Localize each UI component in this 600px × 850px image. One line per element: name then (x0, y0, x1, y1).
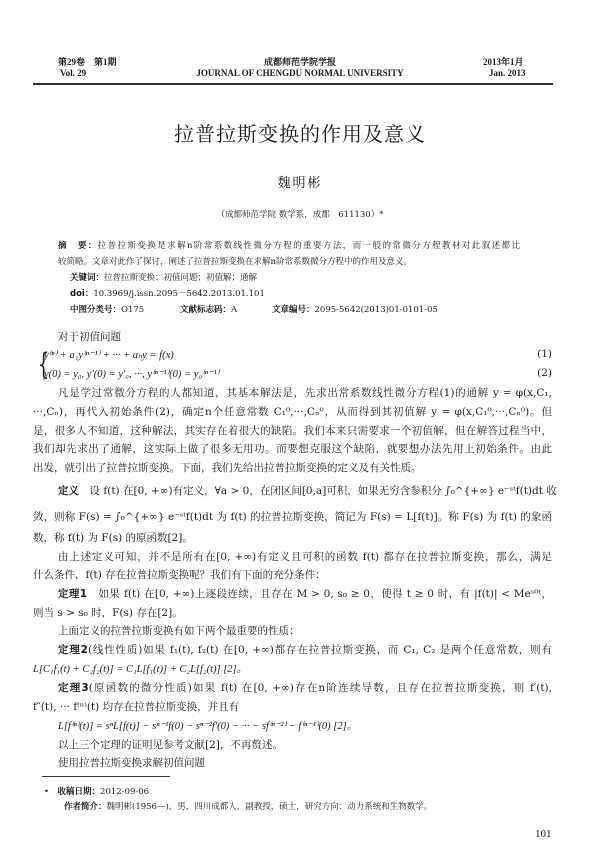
theorem-2-line-1 (58, 643, 552, 657)
volume-issue: 第29卷 第1期 (58, 57, 117, 67)
equation-2-text: y(0) = y₀, y′(0) = y′₀, ···, y⁽ⁿ⁻¹⁾(0) = y₀⁽ⁿ⁻¹⁾ (44, 369, 220, 380)
author: 魏明彬 (277, 176, 323, 191)
equation-2-number: (2) (537, 367, 552, 379)
page-number: 101 (535, 828, 552, 840)
doi (70, 287, 265, 301)
paragraph-line: 出发，就引出了拉普拉斯变换。下面，我们先给出拉普拉斯变换的定义及有关性质。 (33, 462, 422, 474)
doc-code (180, 303, 237, 317)
theorem-3-line-1 (58, 681, 552, 695)
paragraph-line: 是，很多人不知道，这种解法，其实存在着很大的缺陷。我们本来只需要求一个初值解，但在解答过程当中， (33, 425, 552, 437)
keywords-label: 关键词： (70, 273, 105, 283)
theorem-2-text: (线性性质)如果 f₁(t), f₂(t) 在[0, +∞)都存在拉普拉斯变换，而 C₁, C₂ 是两个任意常数，则有 (87, 644, 552, 656)
theorem-3-formula: L[f⁽ⁿ⁾(t)] = sⁿL[f(t)] − sⁿ⁻¹f(0) − sⁿ⁻²f′(0) − ··· − sf⁽ⁿ⁻²⁾ − f⁽ⁿ⁻¹⁾(0) [2]。 (58, 721, 358, 732)
doi-text: 10.3969/j.issn.2095－5642.2013.01.101 (93, 289, 265, 299)
abstract-label: 摘 要： (58, 241, 98, 251)
equation-brace: { (37, 347, 50, 382)
paragraph-line: 什么条件，f(t) 存在拉普拉斯变换呢？我们有下面的充分条件： (33, 569, 326, 581)
issue-date-en: Jan. 2013 (489, 68, 526, 78)
doc-code-label: 文献标志码： (180, 305, 232, 315)
definition-line-1 (58, 484, 557, 498)
paragraph-line: 凡是学过常微分方程的人都知道，其基本解法是，先求出常系数线性微分方程(1)的通解 y = φ(x,C₁, (58, 387, 552, 399)
theorem-1-label: 定理1 (58, 588, 88, 600)
theorem-3-text: (原函数的微分性质)如果 f(t) 在[0, +∞)存在n阶连续导数，且存在拉普拉斯变换，则 f′(t), (88, 682, 552, 694)
received-label: 收稿日期： (57, 787, 101, 797)
paragraph-line: ···,Cₙ)，再代入初始条件(2)，确定n个任意常数 C₁⁰,···,Cₙ⁰，从而得到其初值解 y = φ(x,C₁⁰,···,Cₙ⁰)。但 (33, 406, 552, 418)
definition-label: 定义 (58, 485, 79, 497)
doc-code-text: A (231, 305, 238, 315)
paragraph-line: 敛，则称 F(s) = ∫₀^{+∞} e⁻ˢᵗf(t)dt 为 f(t) 的拉普拉斯变换，简记为 F(s) = L[f(t)]。称 F(s) 为 f(t) 的象函 (33, 511, 552, 523)
author-bio (64, 800, 432, 814)
paragraph-line (58, 719, 357, 734)
article-number-label: 文章编号： (272, 305, 315, 315)
received-value: 2012-09-06 (100, 787, 150, 797)
article-number-text: 2095-5642(2013)01-0101-05 (314, 305, 438, 315)
classification-label: 中图分类号： (70, 305, 122, 315)
paragraph-line: 使用拉普拉斯变换求解初值问题 (58, 757, 205, 769)
paragraph-line: 则当 s > s₀ 时，F(s) 存在[2]。 (33, 607, 183, 619)
affiliation: （成都师范学院 数学系，成都 611130）* (216, 210, 384, 220)
volume-en: Vol. 29 (60, 68, 87, 78)
author-bio-text: 魏明彬(1956—)，男，四川成都人，副教授，硕士，研究方向：动力系统和生物数学。 (106, 802, 433, 812)
abstract-line-2: 较简略。文章对此作了探讨，阐述了拉普拉斯变换在求解n阶常系数微分方程中的作用及意义。 (58, 257, 412, 267)
footnote-rule (42, 776, 170, 777)
received-date (44, 785, 149, 799)
abstract-text: 拉普拉斯变换是求解n阶常系数线性微分方程的重要方法，而一般的常微分方程教材对此叙述都比 (97, 241, 520, 251)
keywords-text: 拉普拉斯变换；初值问题；初值解；通解 (104, 273, 258, 283)
paragraph-line: f″(t), ··· f⁽ⁿ⁾(t) 均存在拉普拉斯变换，并且有 (33, 701, 240, 713)
classification-text: O175 (121, 305, 145, 315)
paragraph-line: 数，称 f(t) 为 F(s) 的原函数[2]。 (33, 532, 193, 544)
paragraph-line: 我们却先求出了通解，这实际上做了很多无用功。而要想克服这个缺陷，就要想办法先用上初始条件。由此 (33, 443, 552, 455)
author-bio-label: 作者简介： (64, 802, 107, 812)
header-rule (33, 83, 553, 85)
page-title: 拉普拉斯变换的作用及意义 (174, 122, 426, 146)
theorem-1-text: 如果 f(t) 在[0, +∞)上逐段连续，且存在 M > 0, s₀ ≥ 0，使得 t ≥ 0 时，有 |f(t)| < Meˢ⁰ᵗ， (98, 588, 552, 600)
classification (70, 303, 144, 317)
theorem-2-label: 定理2 (58, 644, 88, 656)
issue-date-cn: 2013年1月 (483, 57, 524, 67)
abstract-line-1 (58, 239, 520, 253)
journal-name-cn: 成都师范学院学报 (263, 57, 336, 67)
equation-1-number: (1) (537, 348, 552, 360)
doi-label: doi： (70, 289, 94, 299)
keywords (70, 271, 257, 285)
equation-1-text: y⁽ⁿ⁾ + a₁y⁽ⁿ⁻¹⁾ + ··· + aₙy = f(x) (44, 350, 174, 361)
paragraph-line: 以上三个定理的证明见参考文献[2]，不再赘述。 (58, 739, 283, 751)
paragraph-line (33, 662, 247, 677)
definition-text: 设 f(t) 在[0, +∞)有定义，∀a > 0，在闭区间[0,a]可积，如果无穷含参积分 ∫₀^{+∞} e⁻ˢᵗf(t)dt 收 (89, 485, 557, 497)
intro-text: 对于初值问题 (58, 331, 121, 343)
theorem-3-label: 定理3 (58, 682, 89, 694)
equation-2 (44, 367, 219, 382)
bullet: • (44, 787, 58, 797)
paragraph-line: 上面定义的拉普拉斯变换有如下两个最重要的性质： (58, 625, 300, 637)
article-number (272, 303, 438, 317)
journal-name-en: JOURNAL OF CHENGDU NORMAL UNIVERSITY (196, 68, 404, 78)
equation-1 (44, 348, 174, 363)
theorem-2-formula: L[C₁f₁(t) + C₂f₂(t)] = C₁L[f₁(t)] + C₂L[f₂(t)] [2]。 (33, 664, 248, 675)
theorem-1-line-1 (58, 587, 552, 601)
paragraph-line: 由上述定义可知，并不是所有在[0, +∞)有定义且可积的函数 f(t) 都存在拉普拉斯变换，那么，满足 (58, 551, 552, 563)
